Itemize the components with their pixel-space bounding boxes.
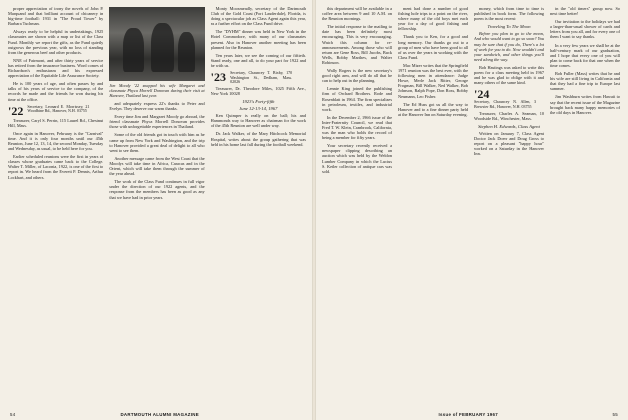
class-year: '22 — [8, 103, 24, 118]
left-footer — [10, 412, 304, 417]
paragraph: Earlier scheduled reunions were the first in years of classes whose graduates came back to the College. Walter T. Miller, of Laconia, 1922, is one of the first to report in. We heard from the Everett P. Dennis, Arthur Lockhart, and others. — [8, 154, 104, 180]
class-agent-line: Stephen H. Edwards, Class Agent — [478, 123, 540, 129]
paragraph: Mac Mizer writes that the Springfield 1971 reunion was the best ever, with the following men in attendance: Judge Howe, Merle Jack Ritter, George Frogman, Bill Walker, Ned Walker, Bob Johnson, Ralph Pope, Don Ross, Bobby Neumann, Leo Fisher. — [398, 62, 468, 99]
paragraph: Once again in Hanover, February is the "Carnival" time. And it is only four months until our 45th Reunion, June 12, 13, 14, the second Monday, Tuesday and Wednesday, as usual, to be held here for you. — [8, 130, 104, 152]
left-column-3 — [211, 6, 306, 406]
paragraph: The work of the Class Fund continues in full vigor under the direction of our 1922 agents, and the response from the members has been as good as any that we have had in prior years. — [109, 179, 205, 200]
paragraph: Another message came from the West Coast that the Moodys will take time in Africa, Caracas and in the Orient, which will take them through the summer of the year ahead. — [109, 155, 205, 177]
paragraph: Every time Jim and Margaret Moody go abroad, the friend classmate Phyca Morrell Donovan provides those with unforgettable experiences in Thailand. — [109, 114, 205, 130]
right-column-1 — [322, 6, 392, 406]
class-secretary: Secretary, Leonard E. Morrissey, 21 Woodbine Rd., Hanover, N.H. 03755 — [27, 103, 90, 114]
left-column-1 — [8, 6, 103, 406]
paragraph: The initial response to the mailing to date has been definitely most encouraging. This is very encouraging. Watch this column for re-announcements. Among those who will return are Gene Ross, Bill Jacobs, Buck Wells, Bobby Marthes, and Walter Robinson. — [322, 24, 392, 65]
paragraph: Ken Quimper is really on the ball; his and Hammonds way to Hanover as chairman for the work of the 45th Reunion are well under way. — [210, 113, 306, 129]
class-secretary: Secretary, Chauncey T. Bixby, 170 Washington St., Dedham, Mass. 02026 — [230, 70, 293, 85]
treasurer-line: Treasurer, Charles A. Seaman, 10 Woodside Rd., Winchester, Mass. — [474, 110, 544, 121]
paragraph: In a very few years we shall be at the half-century mark of our graduation, and I hope that every one of you will plan to come back for that one when the time comes. — [550, 42, 620, 68]
treasurer-line: Treasurer, Caryl S. Perrin, 115 Laurel Rd., Chestnut Hill, Mass. — [8, 117, 104, 128]
paragraph: Wally Rogers is the new secretary's good right arm, and will do all that he can to help out in the planning. — [322, 68, 392, 84]
paragraph: proper appreciation of irony the novels of John P. Marquand and that brilliant account of chicanery in big-time football: 1931 in "The Proud Tower" by Barbara Tuchman. — [8, 6, 104, 27]
paragraph: The "DYHM" dinner was held in New York in the Hotel Commodore, with many of our classmates present. Also in Hanover another meeting has been planned for the Reunion. — [210, 29, 306, 50]
treasurer-line: Treasurer, Dr. Theodore Miles, 1025 Fifth Ave., New York 10028 — [210, 85, 306, 96]
paragraph: money, which from time to time is published in book form. The following poem is the most recent: — [474, 6, 544, 22]
paragraph: ment had done a number of good fishing hole trips to a point on the river, where many of the old boys met each year for a day of good fishing and fellowship. — [398, 6, 468, 32]
right-page — [314, 0, 628, 420]
paragraph: The Ed Huss got us all the way to Hanover and to a fine dinner party held at the Hanover Inn on Saturday evening. — [398, 101, 468, 117]
reunion-title: 1923's Forty-fifth — [242, 99, 275, 104]
paragraph: Some of the old friends got in touch with him as he came up from New York and Washington, and the trip to Hanover provided a great deal of delight to all who went to see them. — [109, 132, 205, 153]
photo-caption: Jim Moody '22 snapped his wife Margaret and classmate Phyca Morrell Donovan during their visit at Hanover, Thailand last year. — [109, 83, 205, 98]
paragraph: He is 100 years of age, and often passes by and talks of his years of service to the company, of the records he made and the friends he won during his time at the office. — [8, 81, 104, 102]
paragraph: in the "old timers" group now. So next time better! — [550, 6, 620, 17]
right-column-3 — [474, 6, 544, 406]
paragraph: Dr. Jack Walker, of the Mary Hitchcock Memorial Hospital, writes about the group gathering that was held in his home last fall during the football weekend. — [210, 131, 306, 147]
poem-title: Traveling To The Moon — [487, 24, 531, 30]
reunion-dates: June 12-13-14, 1967 — [239, 106, 278, 112]
paragraph: Our invitation to the holidays we had a larger-than-usual shower of cards and letters from you all, and for every one of them I want to say thanks. — [550, 19, 620, 40]
class-heading — [211, 71, 306, 85]
paragraph: Written on January 7, Class Agent Doctor Jack Doerr and Doug Gross to report on a pleasant "happy hour" worked on a Saturday in the Hanover Inn. — [474, 130, 544, 157]
class-year: '24 — [474, 87, 490, 102]
class-heading — [474, 88, 544, 109]
right-column-4 — [550, 6, 620, 406]
magazine-title: DARTMOUTH ALUMNI MAGAZINE — [120, 412, 200, 417]
paragraph: In the December 2, 1966 issue of the Inter-Fraternity Council, we read that Fred T. W. Klein, Cranbrook, California, was the man who holds the record of being a member for fifty years. — [322, 114, 392, 141]
poem-text: Before you plan to go to the moon, And who would want to go so soon? You may be sure that if you do, There's a lot of work for you to do. Now wouldn't and your sandwich, and other things you'll need along the way. — [474, 31, 544, 62]
paragraph: and adequately express 22's thanks to Peter and Evelyn. They deserve our warm thanks. — [109, 101, 205, 112]
paragraph: Your secretary recently received a newspaper clipping describing an auction which was held by the Weldon Lumber Company in which the Lucius S. Ketler collection of antique cars was sold. — [322, 143, 392, 174]
paragraph: Lennie King joined the publishing firm of Orchard Brothers. Rode and Rosenblatt in 1964. The firm specializes in petroleum, textiles, and industrial work. — [322, 86, 392, 112]
paragraph: Thank you to Ken, for a good and long memory. Our thanks go out to a group of men who have been good to all of us over the years in working with the Class Fund. — [398, 34, 468, 60]
paragraph: Always ready to be helpful in undertakings, 1925 classmates are shown with a map or list of the Class Fund. Monthly we report the gifts, as the Fund quietly outgrows the previous year, with no loss of standing from the generous beef and other products. — [8, 29, 104, 55]
class-secretary: Secretary, Chauncey N. Allen, 3 Brewster Rd., Hanover, N.H. 03755 — [474, 99, 536, 109]
page-number: 54 — [10, 412, 16, 417]
right-column-2 — [398, 6, 468, 406]
paragraph: Bob Fuller (Mass) writes that he and his wife are still living in California and that they had a fine trip to Europe last summer. — [550, 71, 620, 92]
left-column-2 — [109, 6, 204, 406]
paragraph: this department will be available in a coffee area between 9 and 10 A.M. on the Reunion mornings. — [322, 6, 392, 22]
issue-title: Issue of FEBRUARY 1967 — [438, 412, 499, 417]
class-heading — [8, 105, 103, 117]
paragraph: Bob Hastings was asked to write this poem for a class meeting held in 1967 and he was glad to oblige with it and many others of the same kind. — [474, 64, 544, 86]
class-year: '23 — [210, 70, 226, 85]
paragraph: Jim Washburn writes from Hawaii to say that the recent issue of the Magazine brought back many happy memories of the old days in Hanover. — [550, 94, 620, 115]
right-footer — [324, 412, 618, 417]
class-photo — [109, 7, 204, 81]
paragraph: Monty Moosmeadly, secretary of the Dartmouth Club of the Gold Coast (Fort Lauderdale), Florida, is doing a spectacular job as Class Agent again this year, as a further effort on the Class Fund drive. — [210, 6, 306, 27]
paragraph: Ten years later, we see the coming of our fiftieth. Stand ready, one and all, to do your part for 1922 and be with us. — [210, 52, 306, 68]
page-number: 55 — [612, 412, 618, 417]
paragraph: NNE of Fairmont, and after thirty years of service has retired from the insurance business. Word comes of Richardson's enthusiasm and his expressed appreciation of the Equitable Life Assurance Society. — [8, 57, 104, 79]
